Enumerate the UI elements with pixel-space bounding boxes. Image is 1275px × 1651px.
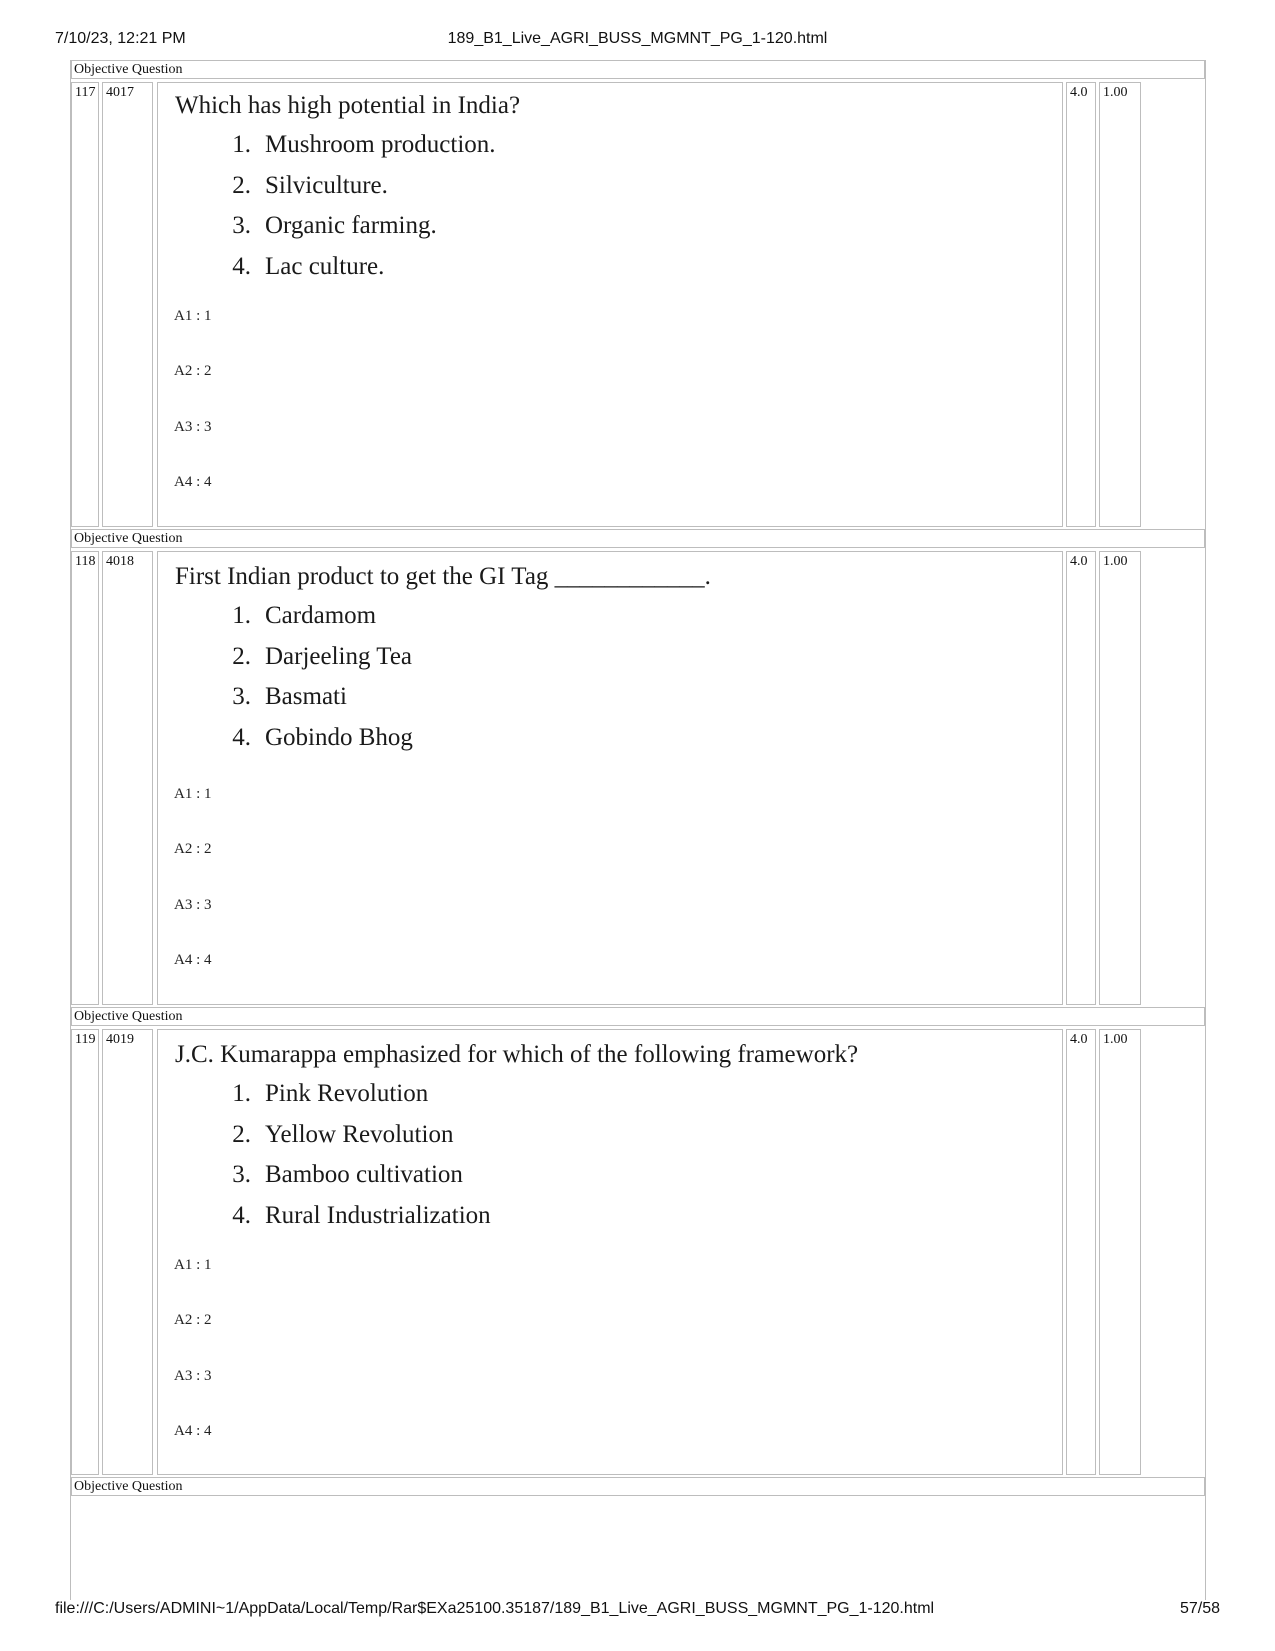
option-item: 2. Silviculture. bbox=[232, 171, 388, 199]
serial-number: 119 bbox=[71, 1029, 99, 1475]
print-footer bbox=[55, 1600, 1220, 1620]
print-header bbox=[55, 30, 1220, 50]
question-id: 4017 bbox=[102, 82, 153, 527]
option-item: 4. Gobindo Bhog bbox=[232, 723, 413, 751]
page-number: 57/58 bbox=[1179, 1600, 1220, 1617]
option-item: 4. Rural Industrialization bbox=[232, 1201, 491, 1229]
answer-key-a3: A3 : 3 bbox=[174, 419, 212, 435]
section-label: Objective Question bbox=[71, 1477, 1205, 1496]
negative-marks-cell: 1.00 bbox=[1099, 82, 1141, 527]
option-item: 1. Mushroom production. bbox=[232, 131, 496, 158]
answer-key-a2: A2 : 2 bbox=[174, 1312, 212, 1328]
answer-key-a1: A1 : 1 bbox=[174, 1257, 212, 1273]
answer-key-a4: A4 : 4 bbox=[174, 474, 212, 490]
answer-key-a2: A2 : 2 bbox=[174, 841, 212, 857]
options-list bbox=[215, 601, 413, 763]
answer-key-a3: A3 : 3 bbox=[174, 1368, 212, 1384]
section-label: Objective Question bbox=[71, 529, 1205, 548]
option-item: 4. Lac culture. bbox=[232, 252, 385, 280]
options-list bbox=[215, 1079, 491, 1241]
option-item: 3. Bamboo cultivation bbox=[232, 1161, 463, 1188]
answer-key-a1: A1 : 1 bbox=[174, 786, 212, 802]
option-item: 2. Yellow Revolution bbox=[232, 1120, 454, 1148]
options-list bbox=[215, 130, 496, 292]
option-item: 1. Pink Revolution bbox=[232, 1080, 429, 1107]
serial-number: 118 bbox=[71, 551, 99, 1005]
question-text: First Indian product to get the GI Tag ____________. bbox=[175, 563, 711, 590]
serial-number: 117 bbox=[71, 82, 99, 527]
answer-key-a4: A4 : 4 bbox=[174, 1423, 212, 1439]
option-item: 3. Organic farming. bbox=[232, 212, 437, 239]
negative-marks-cell: 1.00 bbox=[1099, 1029, 1141, 1475]
answer-key-a4: A4 : 4 bbox=[174, 952, 212, 968]
option-item: 2. Darjeeling Tea bbox=[232, 642, 413, 670]
option-item: 1. Cardamom bbox=[232, 602, 377, 629]
file-path: file:///C:/Users/ADMINI~1/AppData/Local/Temp/Rar$EXa25100.35187/189_B1_Live_AGRI_BUSS_MGMNT_PG_1-120.html bbox=[55, 1600, 935, 1617]
print-title: 189_B1_Live_AGRI_BUSS_MGMNT_PG_1-120.html bbox=[447, 30, 828, 47]
answer-key-a1: A1 : 1 bbox=[174, 308, 212, 324]
marks-cell: 4.0 bbox=[1066, 82, 1096, 527]
marks-cell: 4.0 bbox=[1066, 551, 1096, 1005]
section-label: Objective Question bbox=[71, 1007, 1205, 1026]
negative-marks-cell: 1.00 bbox=[1099, 551, 1141, 1005]
answer-key-a2: A2 : 2 bbox=[174, 363, 212, 379]
print-datetime: 7/10/23, 12:21 PM bbox=[55, 30, 186, 47]
question-id: 4019 bbox=[102, 1029, 153, 1475]
question-text: J.C. Kumarappa emphasized for which of the following framework? bbox=[175, 1041, 859, 1068]
marks-cell: 4.0 bbox=[1066, 1029, 1096, 1475]
answer-key-a3: A3 : 3 bbox=[174, 897, 212, 913]
question-text: Which has high potential in India? bbox=[175, 92, 521, 119]
option-item: 3. Basmati bbox=[232, 683, 347, 710]
question-id: 4018 bbox=[102, 551, 153, 1005]
section-label: Objective Question bbox=[71, 60, 1205, 79]
